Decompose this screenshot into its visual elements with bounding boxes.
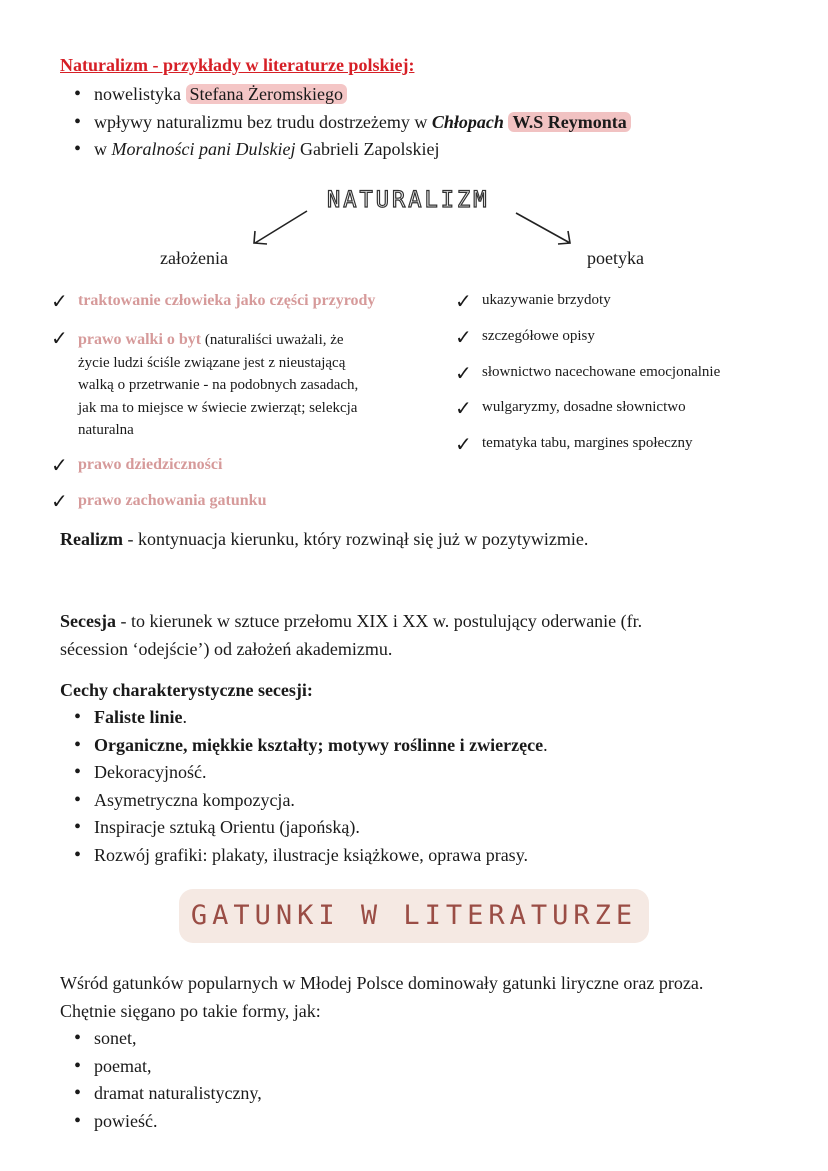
poetics-item: ukazywanie brzydoty <box>482 292 611 308</box>
check-icon: ✓ <box>51 326 68 350</box>
secession-features-title: Cechy charakterystyczne secesji: <box>60 680 313 700</box>
list-item: • dramat naturalistyczny, <box>60 1080 780 1108</box>
list-item: • wpływy naturalizmu bez trudu dostrzeżemy w Chłopach W.S Reymonta <box>60 109 780 137</box>
poetics-item: szczegółowe opisy <box>482 328 595 344</box>
poetics-item: wulgaryzmy, dosadne słownictwo <box>482 399 686 415</box>
list-item: • Rozwój grafiki: plakaty, ilustracje książkowe, oprawa prasy. <box>60 842 780 870</box>
list-item: • Faliste linie. <box>60 704 780 732</box>
genres-list <box>60 1025 780 1135</box>
list-item: • sonet, <box>60 1025 780 1053</box>
check-icon: ✓ <box>455 289 472 313</box>
list-item: • Inspiracje sztuką Orientu (japońską). <box>60 814 780 842</box>
right-branch-label: poetyka <box>587 248 644 268</box>
check-icon: ✓ <box>51 489 68 513</box>
secession-features-list <box>60 704 780 869</box>
naturalism-title: Naturalizm - przykłady w literaturze polskiej: <box>60 55 415 75</box>
arrow-left-icon <box>245 205 315 250</box>
assumption-item: prawo walki o byt (naturaliści uważali, że życie ludzi ściśle związane jest z nieustającą walką o przetrwanie - na podobnych zasadach, jak ma to miejsce w świecie zwierząt; selekcja naturalna <box>78 331 359 438</box>
naturalism-diagram-title: NATURALIZM <box>327 188 490 213</box>
check-icon: ✓ <box>455 396 472 420</box>
list-item: • nowelistyka Stefana Żeromskiego <box>60 81 780 109</box>
poetics-item: słownictwo nacechowane emocjonalnie <box>482 364 721 380</box>
realism-paragraph: Realizm - kontynuacja kierunku, który rozwinął się już w pozytywizmie. <box>60 529 589 549</box>
list-item: • Organiczne, miękkie kształty; motywy roślinne i zwierzęce. <box>60 732 780 760</box>
check-icon: ✓ <box>455 361 472 385</box>
naturalism-examples-list <box>60 81 780 164</box>
assumption-item: traktowanie człowieka jako części przyrody <box>78 292 376 309</box>
check-icon: ✓ <box>455 432 472 456</box>
poetics-item: tematyka tabu, margines społeczny <box>482 435 693 451</box>
list-item: • w Moralności pani Dulskiej Gabrieli Zapolskiej <box>60 136 780 164</box>
arrow-right-icon <box>510 205 580 250</box>
highlight-zeromski: Stefana Żeromskiego <box>186 84 347 104</box>
list-item: • poemat, <box>60 1053 780 1081</box>
list-item: • Dekoracyjność. <box>60 759 780 787</box>
genres-banner: GATUNKI W LITERATURZE <box>179 889 649 943</box>
genres-intro: Wśród gatunków popularnych w Młodej Polsce dominowały gatunki liryczne oraz proza. Chętnie sięgano po takie formy, jak: <box>60 973 704 1021</box>
check-icon: ✓ <box>51 453 68 477</box>
secession-paragraph: Secesja - to kierunek w sztuce przełomu XIX i XX w. postulujący oderwanie (fr. sécession ‘odejście’) od założeń akademizmu. <box>60 611 643 659</box>
highlight-reymont: W.S Reymonta <box>508 112 630 132</box>
list-item: • Asymetryczna kompozycja. <box>60 787 780 815</box>
list-item: • powieść. <box>60 1108 780 1136</box>
check-icon: ✓ <box>455 325 472 349</box>
assumption-item: prawo zachowania gatunku <box>78 492 267 509</box>
left-branch-label: założenia <box>160 248 228 268</box>
check-icon: ✓ <box>51 289 68 313</box>
assumption-item: prawo dziedziczności <box>78 456 223 473</box>
